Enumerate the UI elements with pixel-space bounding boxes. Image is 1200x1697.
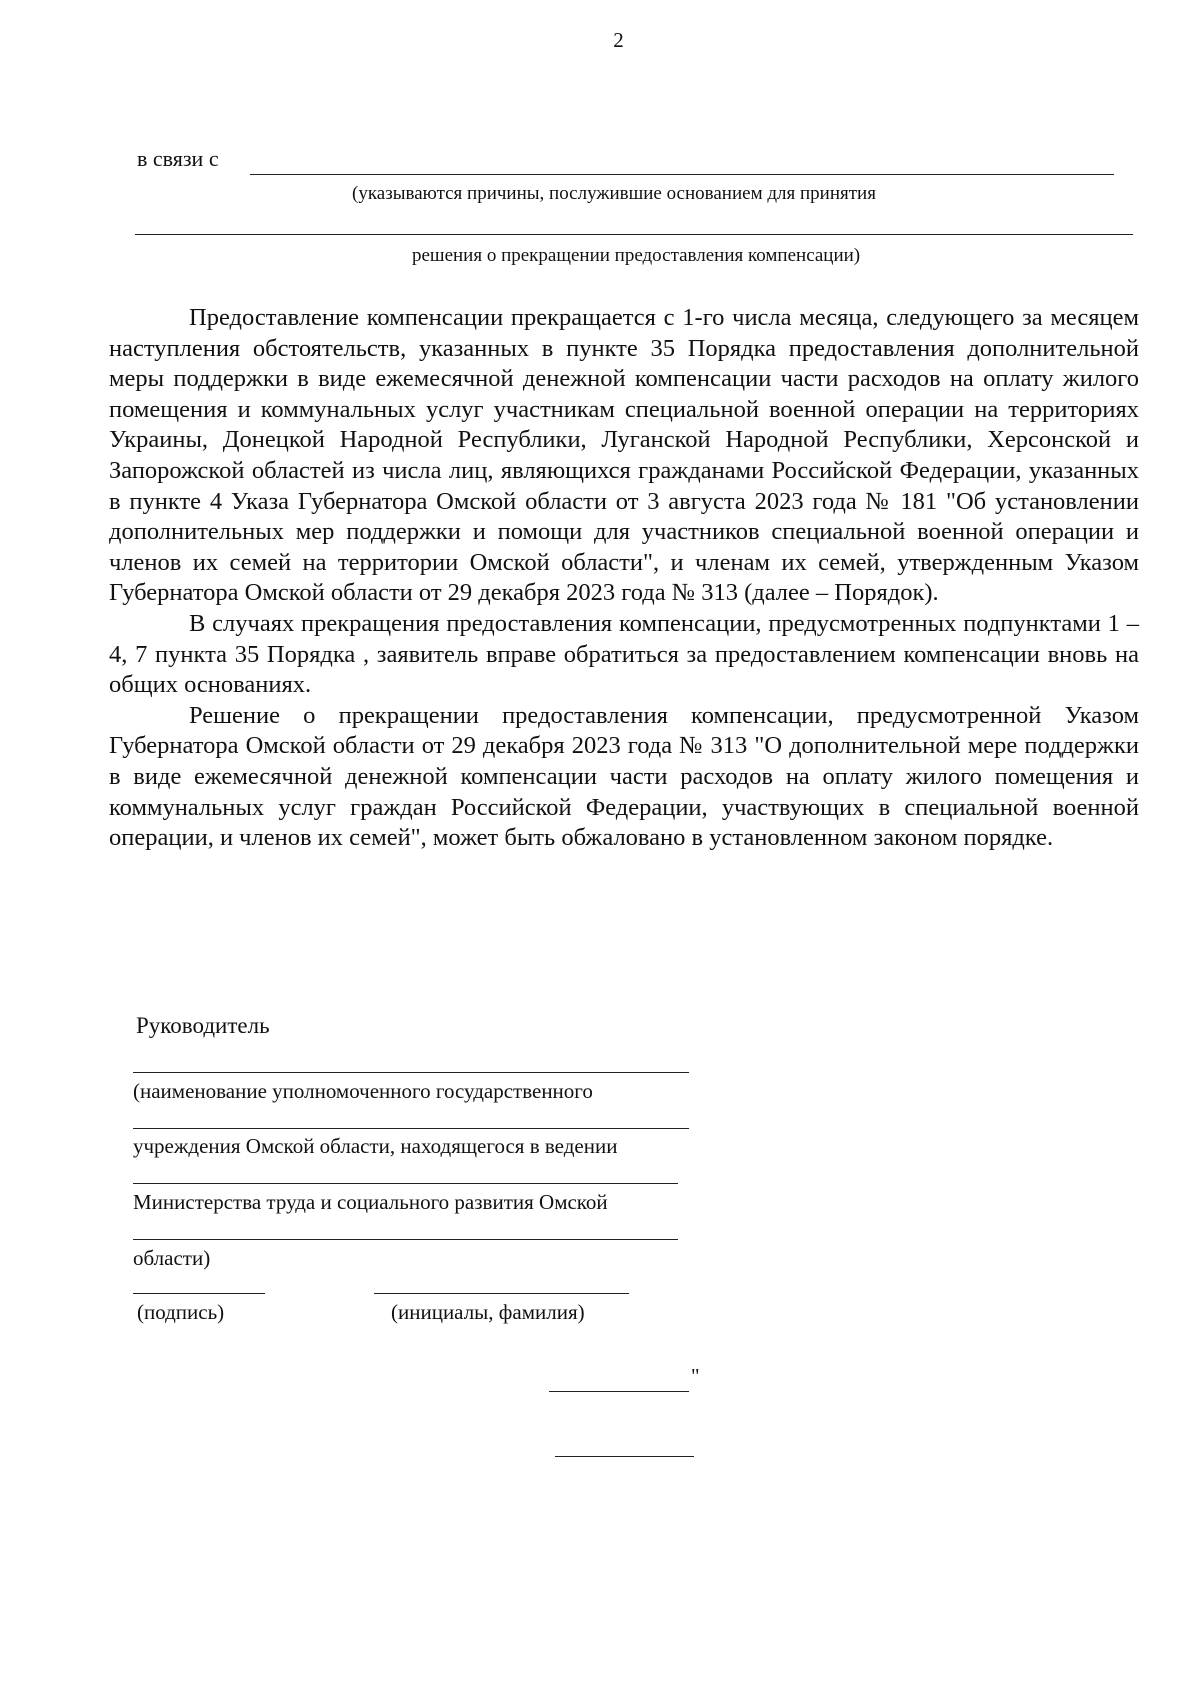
- reason-hint-line-2: решения о прекращении предоставления компенсации): [412, 245, 861, 266]
- org-blank-line-4: [133, 1239, 678, 1240]
- signature-label: (подпись): [137, 1300, 225, 1324]
- org-line-1: (наименование уполномоченного государственного: [133, 1079, 593, 1103]
- name-label: (инициалы, фамилия): [391, 1300, 585, 1324]
- date-quote-mark: ": [691, 1364, 700, 1388]
- org-blank-line-2: [133, 1128, 689, 1129]
- date-blank-line-1: [549, 1391, 689, 1392]
- org-line-3: Министерства труда и социального развития Омской: [133, 1190, 608, 1214]
- org-blank-line-1: [133, 1072, 689, 1073]
- reason-blank-line-2: [135, 234, 1133, 235]
- paragraph-termination-date: Предоставление компенсации прекращается с 1-го числа месяца, следующего за месяцем наступления обстоятельств, указанных в пункте 35 Порядка предоставления дополнительной меры поддержки в виде ежемесячной денежной компенсации части расходов на оплату жилого помещения и коммунальных услуг участникам специальной военной операции на территориях Украины, Донецкой Народной Республики, Луганской Народной Республики, Херсонской и Запорожской областей из числа лиц, являющихся гражданами Российской Федерации, указанных в пункте 4 Указа Губернатора Омской области от 3 августа 2023 года № 181 "Об установлении дополнительных мер поддержки и помощи для участников специальной военной операции и членов их семей на территории Омской области", и членам их семей, утвержденным Указом Губернатора Омской области от 29 декабря 2023 года № 313 (далее – Порядок).: [109, 304, 1139, 607]
- org-line-4: области): [133, 1246, 211, 1270]
- reason-hint-line-1: (указываются причины, послужившие основанием для принятия: [352, 183, 876, 204]
- paragraph-appeal: Решение о прекращении предоставления компенсации, предусмотренной Указом Губернатора Омской области от 29 декабря 2023 года № 313 "О дополнительной мере поддержки в виде ежемесячной денежной компенсации части расходов на оплату жилого помещения и коммунальных услуг граждан Российской Федерации, участвующих в специальной военной операции, и членов их семей", может быть обжаловано в установленном законом порядке.: [109, 701, 1139, 852]
- page-number: 2: [613, 28, 624, 52]
- org-blank-line-3: [133, 1183, 678, 1184]
- signature-blank-line: [133, 1293, 265, 1294]
- date-blank-line-2: [555, 1456, 694, 1457]
- paragraph-reapply: В случаях прекращения предоставления компенсации, предусмотренных подпунктами 1 – 4, 7 пункта 35 Порядка , заявитель вправе обратиться за предоставлением компенсации вновь на общих основаниях.: [109, 609, 1139, 699]
- signature-heading: Руководитель: [136, 1013, 270, 1038]
- body-text: [109, 303, 1139, 854]
- org-line-2: учреждения Омской области, находящегося в ведении: [133, 1134, 618, 1158]
- reason-blank-line-1: [250, 174, 1114, 175]
- name-blank-line: [374, 1293, 629, 1294]
- reason-label: в связи с: [137, 146, 219, 171]
